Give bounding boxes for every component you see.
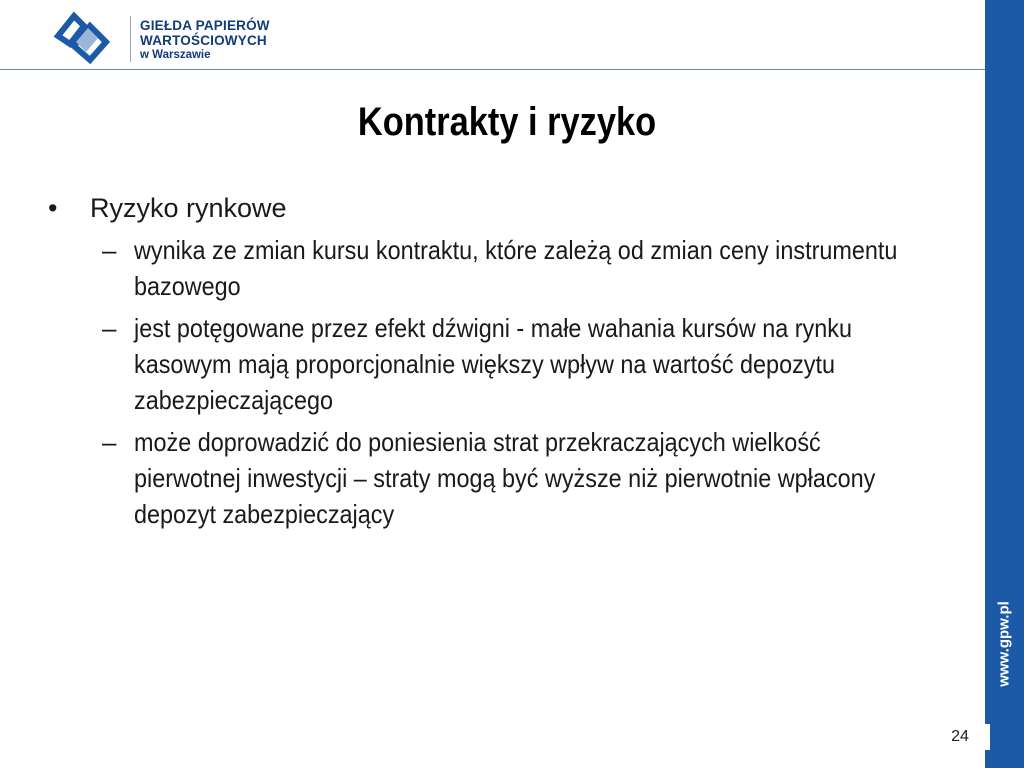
logo-line-3: w Warszawie — [140, 49, 211, 61]
sub-bullet-marker: – — [102, 427, 117, 457]
sub-bullet-text: jest potęgowane przez efekt dźwigni - małe wahania kursów na rynku kasowym mają proporcjonalnie większy wpływ na wartość depozytu zabezpieczającego — [134, 313, 852, 415]
logo-divider — [130, 16, 131, 62]
sub-bullet-marker: – — [102, 235, 117, 265]
header-divider — [0, 69, 985, 70]
bullet-item — [48, 190, 968, 226]
slide-title: Kontrakty i ryzyko — [357, 100, 657, 144]
logo-text — [140, 18, 270, 63]
sub-bullet-item — [48, 232, 968, 304]
page-number: 24 — [930, 724, 990, 750]
sub-bullet-text: wynika ze zmian kursu kontraktu, które zależą od zmian ceny instrumentu bazowego — [134, 235, 898, 301]
gpw-logo-icon — [50, 6, 114, 64]
sub-bullet-item — [48, 424, 968, 532]
bullet-text: Ryzyko rynkowe — [90, 193, 287, 223]
sub-bullet-item — [48, 310, 968, 418]
sub-bullet-list — [48, 232, 968, 532]
sub-bullet-text: może doprowadzić do poniesienia strat przekraczających wielkość pierwotnej inwestycji – straty mogą być wyższe niż pierwotnie wpłacony depozyt zabezpieczający — [134, 427, 876, 529]
sub-bullet-marker: – — [102, 313, 117, 343]
logo-line-2: WARTOŚCIOWYCH — [140, 33, 267, 48]
slide-content — [48, 190, 968, 538]
logo-line-1: GIEŁDA PAPIERÓW — [140, 18, 270, 33]
bullet-marker: • — [48, 193, 58, 223]
website-url: www.gpw.pl — [995, 601, 1013, 687]
